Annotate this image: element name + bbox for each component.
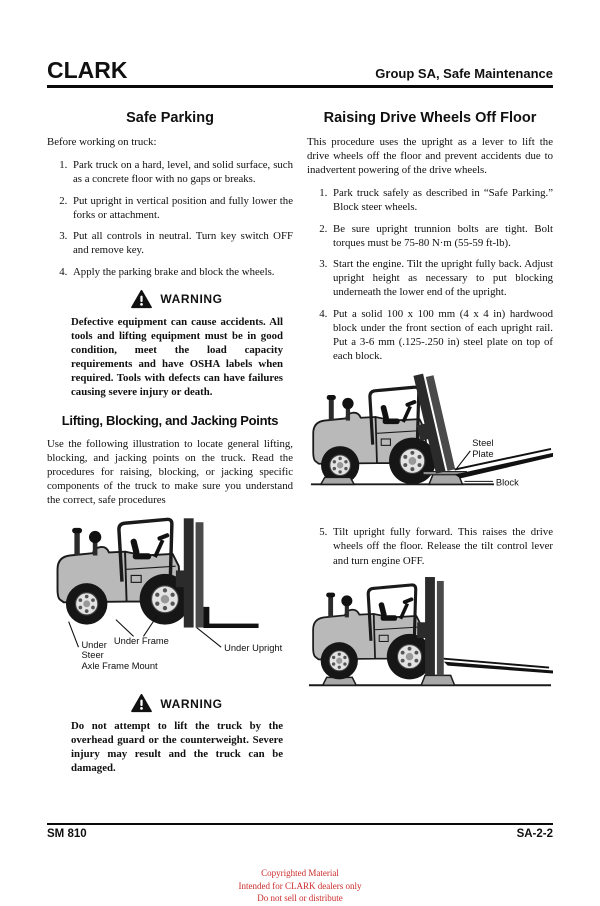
forklift-illustration	[58, 518, 259, 628]
label-under-upright: Under Upright	[224, 643, 283, 654]
list-item: 1. Park truck safely as described in “Safe Parking.” Block steer wheels.	[330, 186, 553, 214]
warning-text: Do not attempt to lift the truck by the overhead guard or the counterweight. Severe injury may result and the truck can be damaged.	[71, 720, 283, 775]
warning-text: Defective equipment can cause accidents. All tools and lifting equipment must be in good condition, meet the load capacity requirements and have OSHA labels when required. Tools with defects can have failures causing severe injury or death.	[71, 315, 283, 398]
doc-number: SM 810	[47, 828, 87, 840]
warning-header	[71, 694, 283, 713]
safe-parking-steps	[47, 158, 293, 279]
clark-logo: CLARK	[47, 56, 128, 83]
figure-tilted-back-on-block	[307, 370, 553, 516]
leader-under-upright	[197, 628, 222, 648]
label-plate: Plate	[472, 449, 494, 460]
safe-parking-intro: Before working on truck:	[47, 136, 157, 148]
heading-lifting-blocking-jacking: Lifting, Blocking, and Jacking Points	[61, 412, 279, 428]
warning-triangle-icon	[131, 290, 152, 309]
header-title: Group SA, Safe Maintenance	[375, 66, 553, 81]
warning-do-not-lift	[71, 694, 283, 775]
warning-defective-equipment	[71, 290, 283, 399]
manual-page	[0, 57, 600, 781]
list-item: 2. Put upright in vertical position and fully lower the forks or attachment.	[70, 194, 293, 222]
list-item: 3. Start the engine. Tilt the upright fully back. Adjust upright height as necessary to put blocking underneath the lower end of the upright.	[330, 257, 553, 299]
leader-under-steer	[69, 622, 79, 648]
left-column	[47, 96, 293, 781]
page-header	[47, 57, 553, 88]
list-item: 4. Apply the parking brake and block the wheels.	[70, 265, 293, 279]
copyright-line: Do not sell or distribute	[257, 893, 343, 904]
label-block: Block	[495, 477, 519, 488]
page-footer	[47, 823, 553, 840]
label-steel: Steel	[472, 438, 494, 449]
list-item: 1. Park truck on a hard, level, and solid surface, such as a concrete floor with no gaps or breaks.	[70, 158, 293, 186]
figure-jacking-points	[47, 513, 293, 683]
figure-drive-wheels-raised	[307, 575, 553, 705]
raising-steps-1-4	[307, 186, 553, 363]
warning-header	[71, 290, 283, 309]
label-under-steer-line3: Axle Frame Mount	[81, 660, 158, 671]
copyright-notice	[0, 867, 600, 905]
list-item: 5. Tilt upright fully forward. This raises the drive wheels off the floor. Release the tilt control lever and turn engine OFF.	[330, 525, 553, 567]
list-item: 3. Put all controls in neutral. Turn key switch OFF and remove key.	[70, 229, 293, 257]
list-item: 4. Put a solid 100 x 100 mm (4 x 4 in) hardwood block under the front section of each upright rail. Put a 3-6 mm (.125-.250 in) steel plate on top of each block.	[330, 307, 553, 363]
copyright-line: Copyrighted Material	[261, 868, 339, 878]
page-number: SA-2-2	[516, 828, 553, 840]
two-column-layout	[47, 96, 553, 781]
lifting-intro: Use the following illustration to locate general lifting, blocking, and jacking points on the truck. Read the procedures for raising, blocking, or jacking specific components of the truck to make sure you understand the correct, safe procedures	[47, 437, 293, 507]
leader-under-frame-1	[116, 620, 134, 637]
warning-triangle-icon	[131, 694, 152, 713]
right-column	[307, 96, 553, 781]
list-item: 2. Be sure upright trunnion bolts are tight. Bolt torques must be 75-80 N·m (55-59 ft-lb).	[330, 222, 553, 250]
forklift-illustration	[309, 577, 553, 685]
warning-label: WARNING	[160, 696, 223, 711]
copyright-line: Intended for CLARK dealers only	[238, 880, 362, 891]
label-under-steer-line2: Steer	[81, 650, 104, 661]
heading-raising-drive-wheels: Raising Drive Wheels Off Floor	[323, 110, 537, 126]
raising-step-5	[307, 525, 553, 567]
label-under-steer-line1: Under	[81, 640, 107, 651]
hardwood-block	[421, 675, 454, 685]
heading-safe-parking: Safe Parking	[126, 110, 214, 126]
label-under-frame: Under Frame	[113, 636, 169, 647]
warning-label: WARNING	[160, 292, 223, 307]
raising-intro: This procedure uses the upright as a lever to lift the drive wheels off the floor and prevent accidents due to inadvertent powering of the drive wheels.	[307, 136, 553, 177]
forklift-illustration	[311, 372, 553, 485]
